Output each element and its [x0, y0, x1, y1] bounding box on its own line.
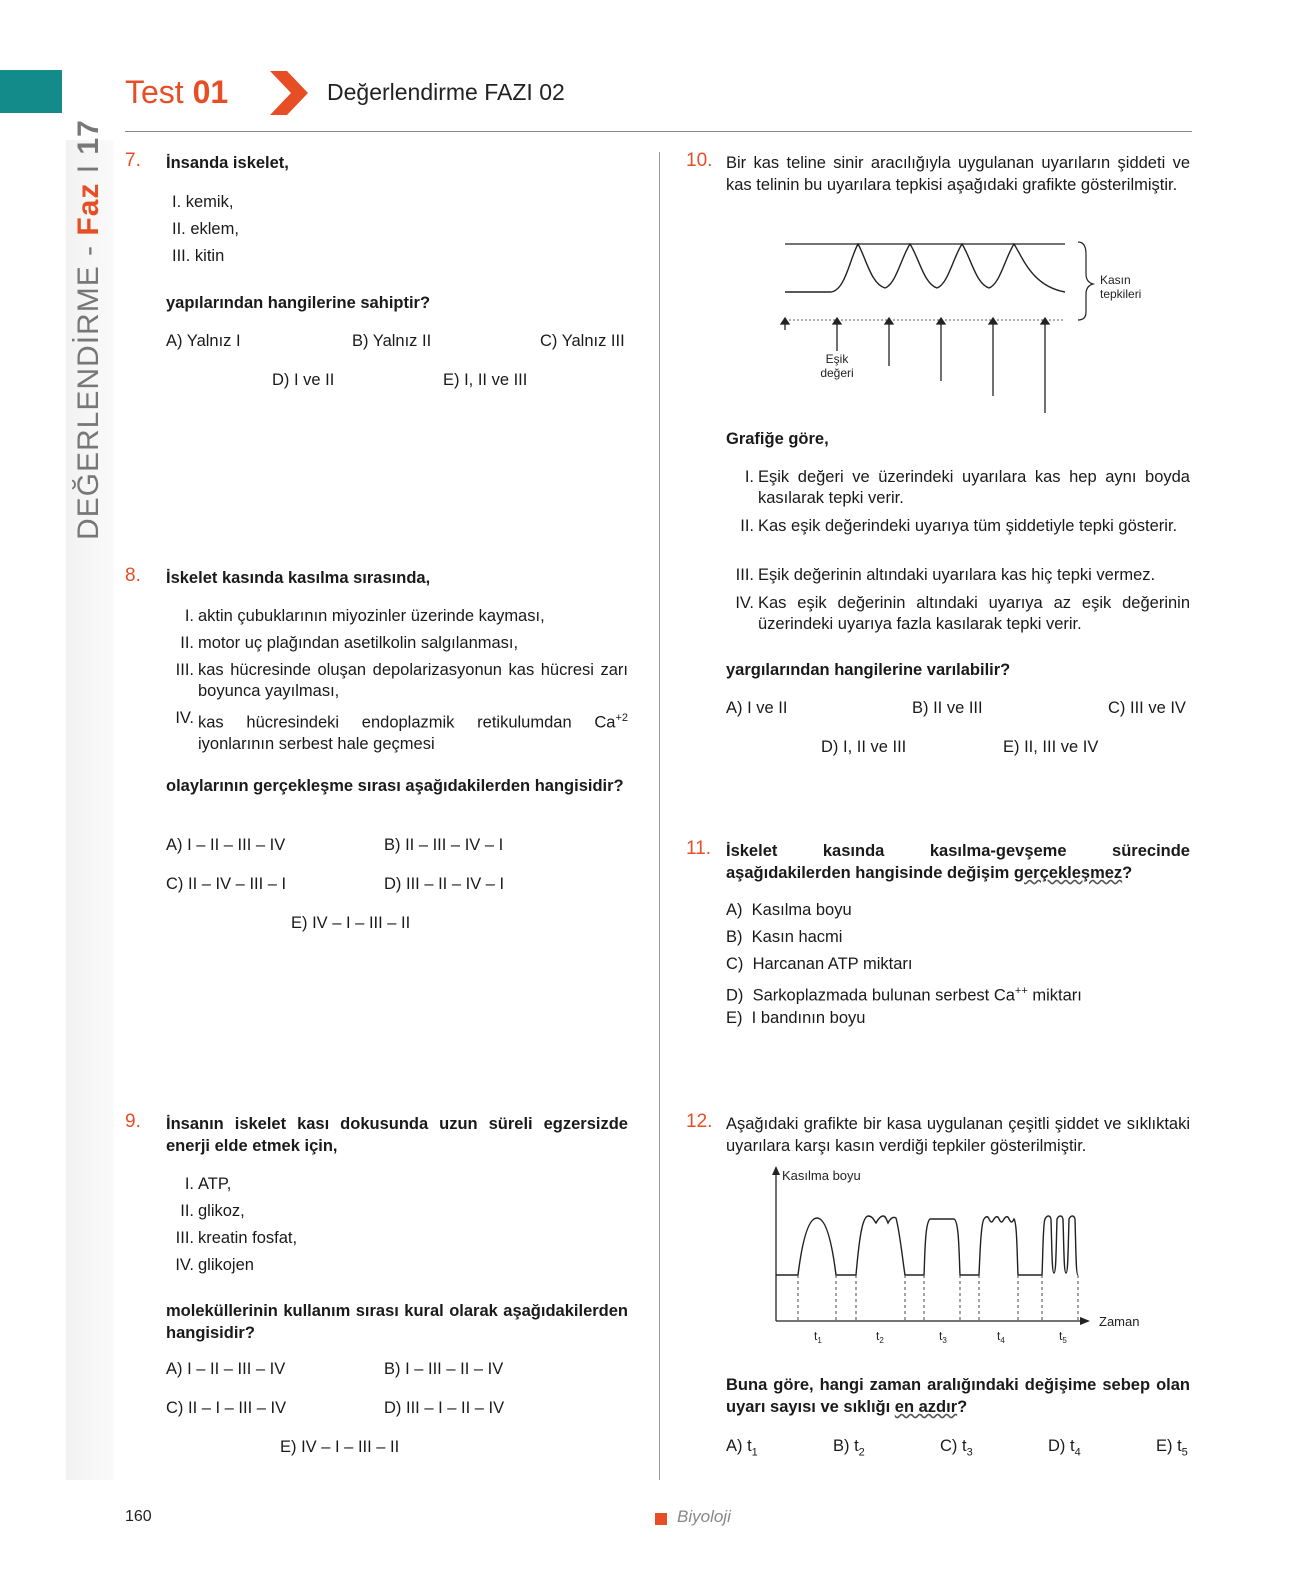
q7-option-a[interactable]: A) Yalnız I — [166, 332, 241, 350]
q11-option-c[interactable]: C) Harcanan ATP miktarı — [726, 955, 913, 973]
q12-number: 12. — [686, 1111, 713, 1132]
sidebar-text: DEĞERLENDİRME - — [72, 244, 105, 540]
q9-option-a[interactable]: A) I – II – III – IV — [166, 1360, 286, 1378]
page-number: 160 — [125, 1508, 152, 1525]
q12-tick-5: $t_5$ — [1059, 1329, 1067, 1345]
q10-stem: Bir kas teline sinir aracılığıyla uygulanan uyarıların şiddeti ve kas telinin bu uyarılara tepkisi aşağıdaki grafikte gösterilmiştir. — [726, 154, 1190, 194]
sidebar-faz: Faz — [72, 182, 105, 236]
q9-option-c[interactable]: C) II – I – III – IV — [166, 1399, 287, 1417]
header-color-tab — [0, 70, 62, 113]
q8-option-b[interactable]: B) II – III – IV – I — [384, 836, 504, 854]
q7-option-d[interactable]: D) I ve II — [272, 371, 335, 389]
q9-item-1: I. ATP, — [184, 1175, 232, 1193]
q8-option-d[interactable]: D) III – II – IV – I — [384, 875, 505, 893]
q8-item-3: III. kas hücresinde oluşan depolarizasyonun kas hücresi zarı boyunca yayılması, — [175, 661, 628, 700]
sidebar-number: 17 — [72, 119, 105, 155]
q10-response-curve — [785, 244, 1065, 292]
q7-option-c[interactable]: C) Yalnız III — [540, 332, 625, 350]
q12-stem: Aşağıdaki grafikte bir kasa uygulanan çeşitli şiddet ve sıklıktaki uyarılara karşı kasın verdiği tepkiler gösterilmiştir. — [726, 1115, 1190, 1155]
test-label — [125, 74, 228, 111]
q7-question: yapılarından hangilerine sahiptir? — [166, 294, 431, 312]
q8-item-2: II. motor uç plağından asetilkolin salgılanması, — [180, 634, 519, 652]
q11-option-b[interactable]: B) Kasın hacmi — [726, 928, 843, 946]
q10-number: 10. — [686, 150, 713, 171]
q10-threshold-label-2: değeri — [820, 366, 854, 380]
test-word: Test — [125, 74, 184, 110]
q7-number: 7. — [125, 150, 141, 171]
q10-item-3: III. Eşik değerinin altındaki uyarılara kas hiç tepki vermez. — [735, 566, 1156, 584]
q12-tick-1: $t_1$ — [814, 1329, 822, 1345]
q10-option-c[interactable]: C) III ve IV — [1108, 699, 1186, 717]
q12-tick-3: $t_3$ — [939, 1329, 947, 1345]
q9-item-2: II. glikoz, — [180, 1202, 245, 1220]
q12-option-a[interactable]: A) $t_1$ — [726, 1437, 758, 1459]
q11-emphasis: gerçekleşmez — [1013, 864, 1123, 882]
header-divider — [125, 131, 1192, 132]
q7-item-3: III. kitin — [172, 247, 225, 265]
q8-option-a[interactable]: A) I – II – III – IV — [166, 836, 286, 854]
square-icon — [655, 1513, 667, 1525]
q10-brace-label-2: tepkileri — [1100, 287, 1142, 301]
q10-item-4: IV. Kas eşik değerinin altındaki uyarıya az eşik değerinin üzerindeki uyarıya fazla kasılarak tepki verir. — [735, 594, 1190, 633]
q7-option-b[interactable]: B) Yalnız II — [352, 332, 432, 350]
q8-item-4: IV. kas hücresindeki endoplazmik retikulumdan $Ca^{+2}$ iyonlarının serbest hale geçmesi — [175, 709, 628, 753]
q9-question: moleküllerinin kullanım sırası kural olarak aşağıdakilerden hangisidir? — [166, 1302, 628, 1342]
q9-item-4: IV. glikojen — [175, 1256, 254, 1274]
q12-ylabel: Kasılma boyu — [782, 1168, 861, 1183]
q7-option-e[interactable]: E) I, II ve III — [443, 371, 528, 389]
sidebar-label — [72, 119, 106, 540]
q11-option-e[interactable]: E) I bandının boyu — [726, 1009, 866, 1027]
q9-option-d[interactable]: D) III – I – II – IV — [384, 1399, 505, 1417]
q12-option-b[interactable]: B) $t_2$ — [833, 1437, 865, 1459]
q7-item-1: I. kemik, — [172, 193, 234, 211]
q12-emphasis: en azdır — [894, 1398, 958, 1416]
q9-option-b[interactable]: B) I – III – II – IV — [384, 1360, 504, 1378]
q8-question: olaylarının gerçekleşme sırası aşağıdakilerden hangisidir? — [166, 777, 624, 795]
q9-item-3: III. kreatin fosfat, — [175, 1229, 298, 1247]
q12-tick-2: $t_2$ — [876, 1329, 884, 1345]
q10-option-a[interactable]: A) I ve II — [726, 699, 788, 717]
q10-threshold-label-1: Eşik — [825, 352, 849, 366]
q12-option-d[interactable]: D) $t_4$ — [1048, 1437, 1081, 1459]
q10-item-2: II. Kas eşik değerindeki uyarıya tüm şiddetiyle tepki gösterir. — [740, 517, 1178, 535]
q12-option-c[interactable]: C) $t_3$ — [940, 1437, 973, 1459]
q7-stem: İnsanda iskelet, — [166, 154, 289, 172]
q8-option-e[interactable]: E) IV – I – III – II — [291, 914, 411, 932]
q10-brace-label-1: Kasın — [1100, 273, 1131, 287]
q11-option-a[interactable]: A) Kasılma boyu — [726, 901, 852, 919]
q8-option-c[interactable]: C) II – IV – III – I — [166, 875, 287, 893]
test-number: 01 — [192, 74, 229, 110]
sidebar-separator: I — [72, 163, 105, 174]
q10-option-e[interactable]: E) II, III ve IV — [1003, 738, 1099, 756]
q9-option-e[interactable]: E) IV – I – III – II — [280, 1438, 400, 1456]
q10-question: yargılarından hangilerine varılabilir? — [726, 661, 1011, 679]
q12-x-arrow — [1080, 1317, 1090, 1325]
q9-stem: İnsanın iskelet kası dokusunda uzun süreli egzersizde enerji elde etmek için, — [166, 1115, 628, 1155]
q11-option-d[interactable]: D) Sarkoplazmada bulunan serbest Ca++ miktarı — [726, 985, 1082, 1005]
q10-option-b[interactable]: B) II ve III — [912, 699, 983, 717]
subject-label: Biyoloji — [677, 1507, 731, 1526]
q12-question: Buna göre, hangi zaman aralığındaki değişime sebep olan uyarı sayısı ve sıklığı en azdır? — [726, 1376, 1190, 1416]
q8-stem: İskelet kasında kasılma sırasında, — [166, 569, 431, 587]
q11-number: 11. — [686, 838, 712, 859]
q12-response-curve — [776, 1216, 1078, 1275]
q12-contraction-graph — [760, 1163, 1160, 1353]
q12-option-e[interactable]: E) $t_5$ — [1156, 1437, 1188, 1459]
page-title: Değerlendirme FAZI 02 — [327, 79, 565, 105]
q10-option-d[interactable]: D) I, II ve III — [821, 738, 907, 756]
q7-item-2: II. eklem, — [172, 220, 239, 238]
column-divider — [659, 152, 660, 1480]
q10-response-graph — [770, 238, 1170, 428]
q12-xlabel: Zaman — [1099, 1314, 1140, 1329]
q10-item-1: I. Eşik değeri ve üzerindeki uyarılara kas hep aynı boyda kasılarak tepki verir. — [744, 468, 1190, 507]
q8-number: 8. — [125, 565, 141, 586]
q10-brace — [1078, 242, 1093, 320]
q11-stem: İskelet kasında kasılma-gevşeme sürecinde aşağıdakilerden hangisinde değişim gerçekleşmez? — [726, 842, 1190, 882]
q9-number: 9. — [125, 1111, 141, 1132]
q10-lead: Grafiğe göre, — [726, 430, 829, 448]
chevron-right-icon — [270, 71, 310, 115]
q12-tick-4: $t_4$ — [997, 1329, 1005, 1345]
q8-item-1: I. aktin çubuklarının miyozinler üzerinde kayması, — [184, 607, 545, 625]
q12-y-arrow — [772, 1166, 780, 1175]
